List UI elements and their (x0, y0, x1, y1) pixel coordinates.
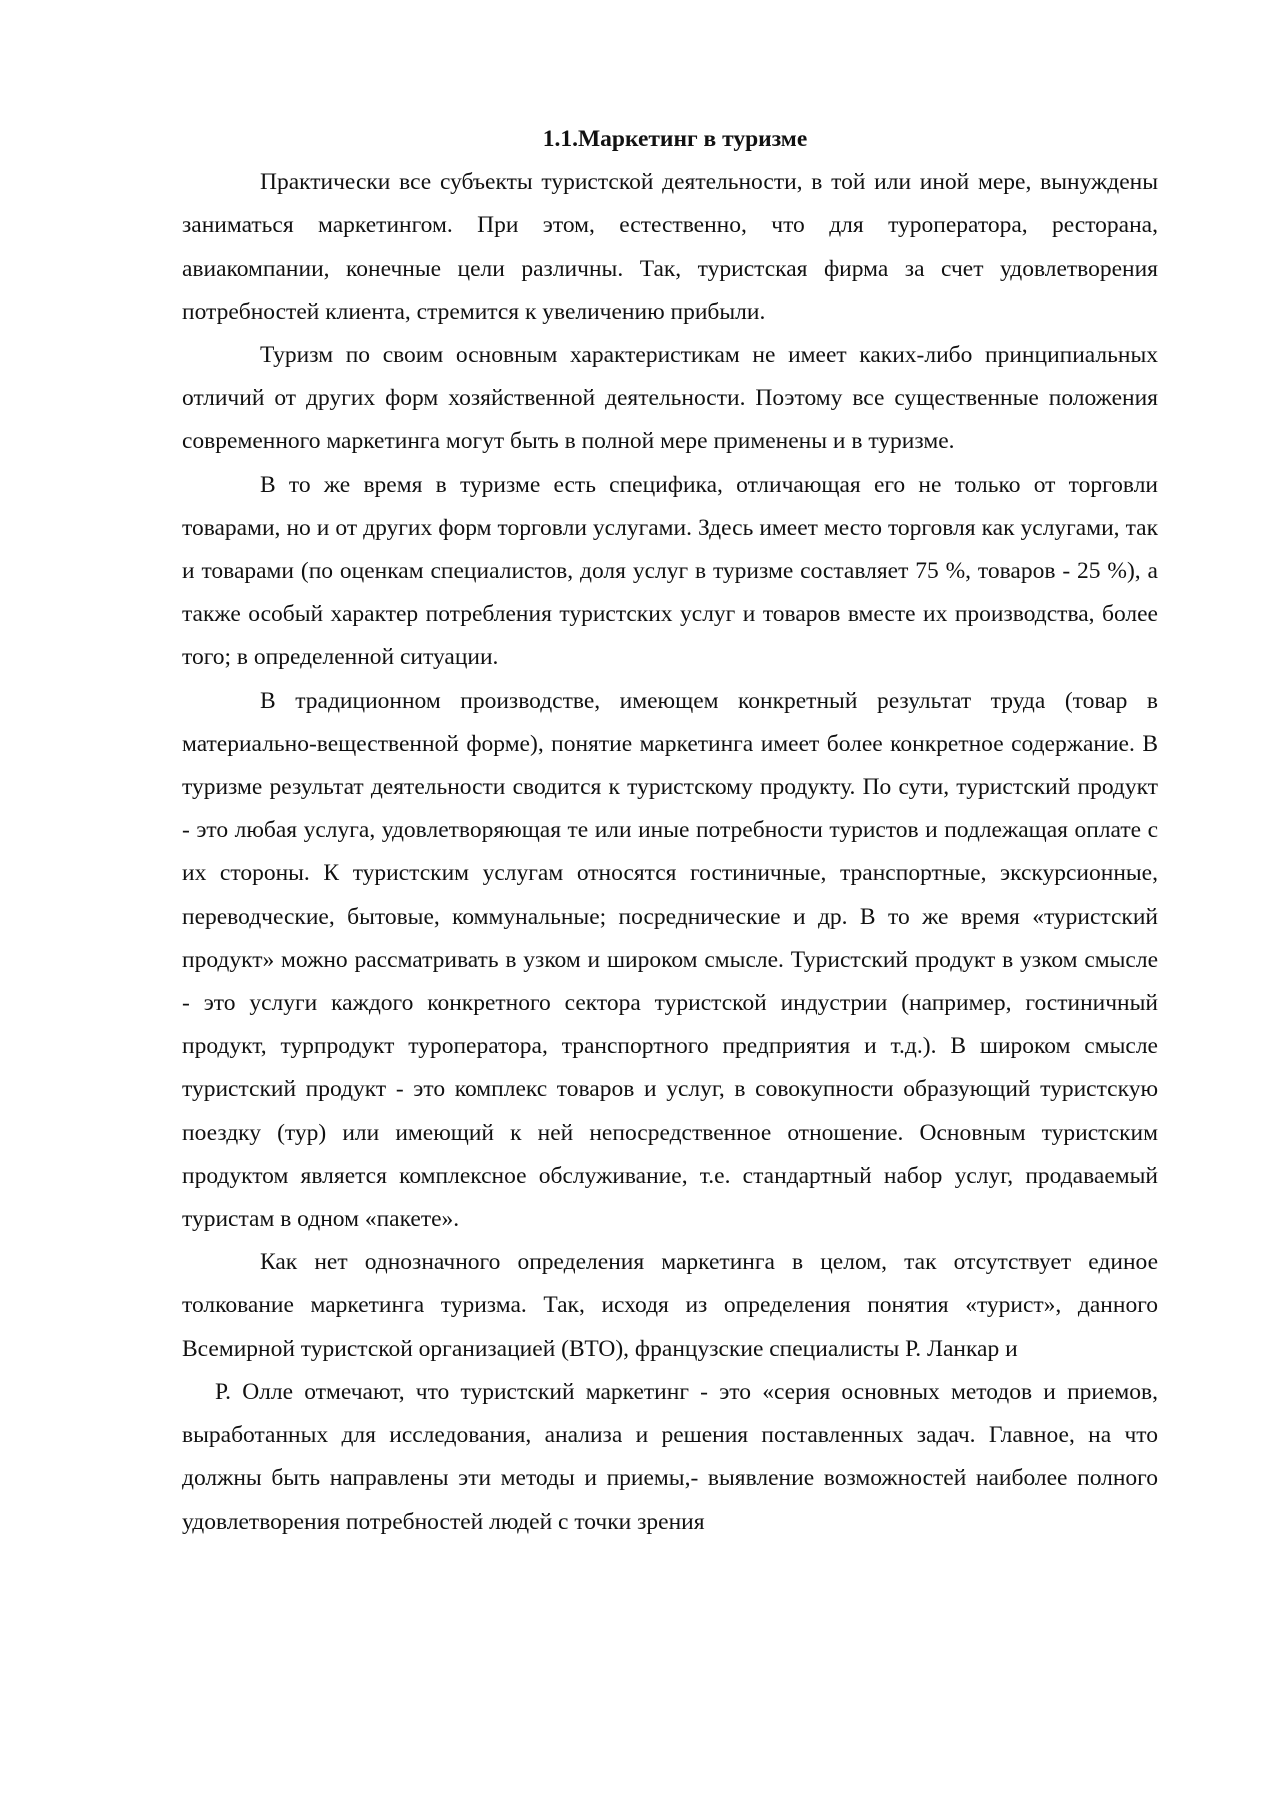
paragraph-4: В традиционном производстве, имеющем конкретный результат труда (товар в материально-вещественной форме), понятие маркетинга имеет более конкретное содержание. В туризме результат деятельности сводится к туристскому продукту. По сути, туристский продукт - это любая услуга, удовлетворяющая те или иные потребности туристов и подлежащая оплате с их стороны. К туристским услугам относятся гостиничные, транспортные, экскурсионные, переводческие, бытовые, коммунальные; посреднические и др. В то же время «туристский продукт» можно рассматривать в узком и широком смысле. Туристский продукт в узком смысле - это услуги каждого конкретного сектора туристской индустрии (например, гостиничный продукт, турпродукт туроператора, транспортного предприятия и т.д.). В широком смысле туристский продукт - это комплекс товаров и услуг, в совокупности образующий туристскую поездку (тур) или имеющий к ней непосредственное отношение. Основным туристским продуктом является комплексное обслуживание, т.е. стандартный набор услуг, продаваемый туристам в одном «пакете». (182, 687, 1158, 1233)
paragraph-3: В то же время в туризме есть специфика, отличающая его не только от торговли товарами, но и от других форм торговли услугами. Здесь имеет место торговля как услугами, так и товарами (по оценкам специалистов, доля услуг в туризме составляет 75 %, товаров - 25 %), а также особый характер потребления туристских услуг и товаров вместе их производства, более того; в определенной ситуации. (182, 471, 1158, 671)
paragraph-5: Как нет однозначного определения маркетинга в целом, так отсутствует единое толкование маркетинга туризма. Так, исходя из определения понятия «турист», данного Всемирной туристской организацией (ВТО), французские специалисты Р. Ланкар и (182, 1249, 1158, 1362)
section-heading: 1.1.Маркетинг в туризме (542, 126, 808, 152)
paragraph-1: Практически все субъекты туристской деятельности, в той или иной мере, вынуждены заниматься маркетингом. При этом, естественно, что для туроператора, ресторана, авиакомпании, конечные цели различны. Так, туристская фирма за счет удовлетворения потребностей клиента, стремится к увеличению прибыли. (182, 169, 1158, 325)
paragraph-6-continuation: Р. Олле отмечают, что туристский маркетинг - это «серия основных методов и приемов, выработанных для исследования, анализа и решения поставленных задач. Главное, на что должны быть направлены эти методы и приемы,- выявление возможностей наиболее полного удовлетворения потребностей людей с точки зрения (182, 1378, 1158, 1535)
paragraph-2: Туризм по своим основным характеристикам не имеет каких-либо принципиальных отличий от других форм хозяйственной деятельности. Поэтому все существенные положения современного маркетинга могут быть в полной мере применены и в туризме. (182, 342, 1158, 455)
document-body (182, 118, 1158, 1544)
